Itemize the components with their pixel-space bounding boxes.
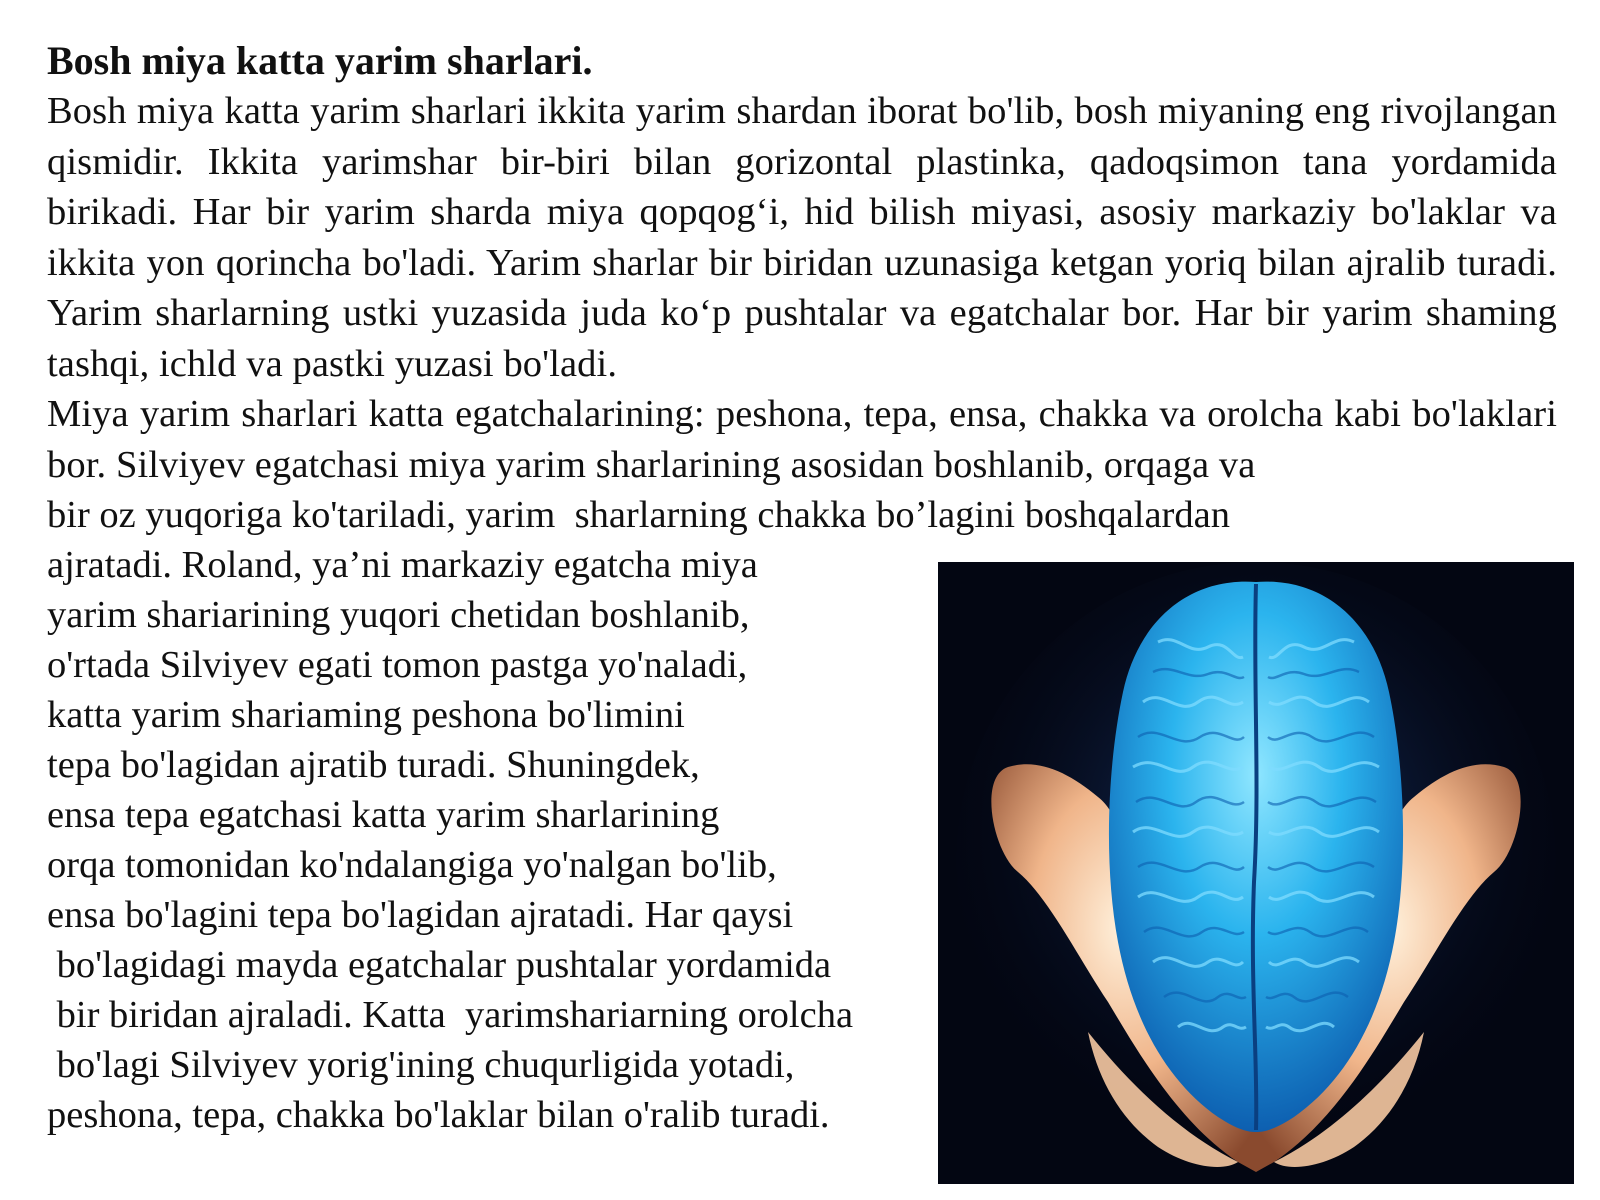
paragraph-1: Bosh miya katta yarim sharlari ikkita yarim shardan iborat bo'lib, bosh miyaning eng rivojlangan qismidir. Ikkita yarimshar bir-biri bilan gorizontal plastinka, qadoqsimon tana yordamida birikadi. Har bir yarim sharda miya qopqog‘i, hid bilish miyasi, asosiy markaziy bo'laklar va ikkita yon qorincha bo'ladi. Yarim sharlar bir biridan uzunasiga ketgan yoriq bilan ajralib turadi. Yarim sharlarning ustki yuzasida juda ko‘p pushtalar va egatchalar bor. Har bir yarim shaming tashqi, ichld va pastki yuzasi bo'ladi. xyxy=(47,90,1557,385)
paragraph-2: Miya yarim sharlari katta egatchalarining: peshona, tepa, ensa, chakka va orolcha kabi bo'laklari bor. Silviyev egatchasi miya yarim sharlarining asosidan boshlanib, orqaga va xyxy=(47,393,1557,486)
text-line: peshona, tepa, chakka bo'laklar bilan o'ralib turadi. xyxy=(47,1094,830,1136)
text-line: katta yarim shariaming peshona bo'limini xyxy=(47,694,685,736)
text-line: bir oz yuqoriga ko'tariladi, yarim sharlarning chakka bo’lagini boshqalardan xyxy=(47,494,1230,536)
text-line: ajratadi. Roland, ya’ni markaziy egatcha miya xyxy=(47,544,758,586)
text-line: ensa bo'lagini tepa bo'lagidan ajratadi. Har qaysi xyxy=(47,894,794,936)
text-line: bo'lagidagi mayda egatchalar pushtalar yordamida xyxy=(47,944,832,986)
text-line: ensa tepa egatchasi katta yarim sharlarining xyxy=(47,794,720,836)
text-line: bir biridan ajraladi. Katta yarimshariarning orolcha xyxy=(47,994,854,1036)
text-line: yarim shariarining yuqori chetidan boshlanib, xyxy=(47,594,750,636)
text-line: o'rtada Silviyev egati tomon pastga yo'naladi, xyxy=(47,644,748,686)
brain-in-hands-illustration xyxy=(938,562,1574,1184)
text-line: orqa tomonidan ko'ndalangiga yo'nalgan bo'lib, xyxy=(47,844,777,886)
text-line: bo'lagi Silviyev yorig'ining chuqurligida yotadi, xyxy=(47,1044,795,1086)
text-line: tepa bo'lagidan ajratib turadi. Shuningdek, xyxy=(47,744,700,786)
page-title: Bosh miya katta yarim sharlari. xyxy=(47,38,593,83)
brain-in-hands-image xyxy=(938,562,1574,1184)
